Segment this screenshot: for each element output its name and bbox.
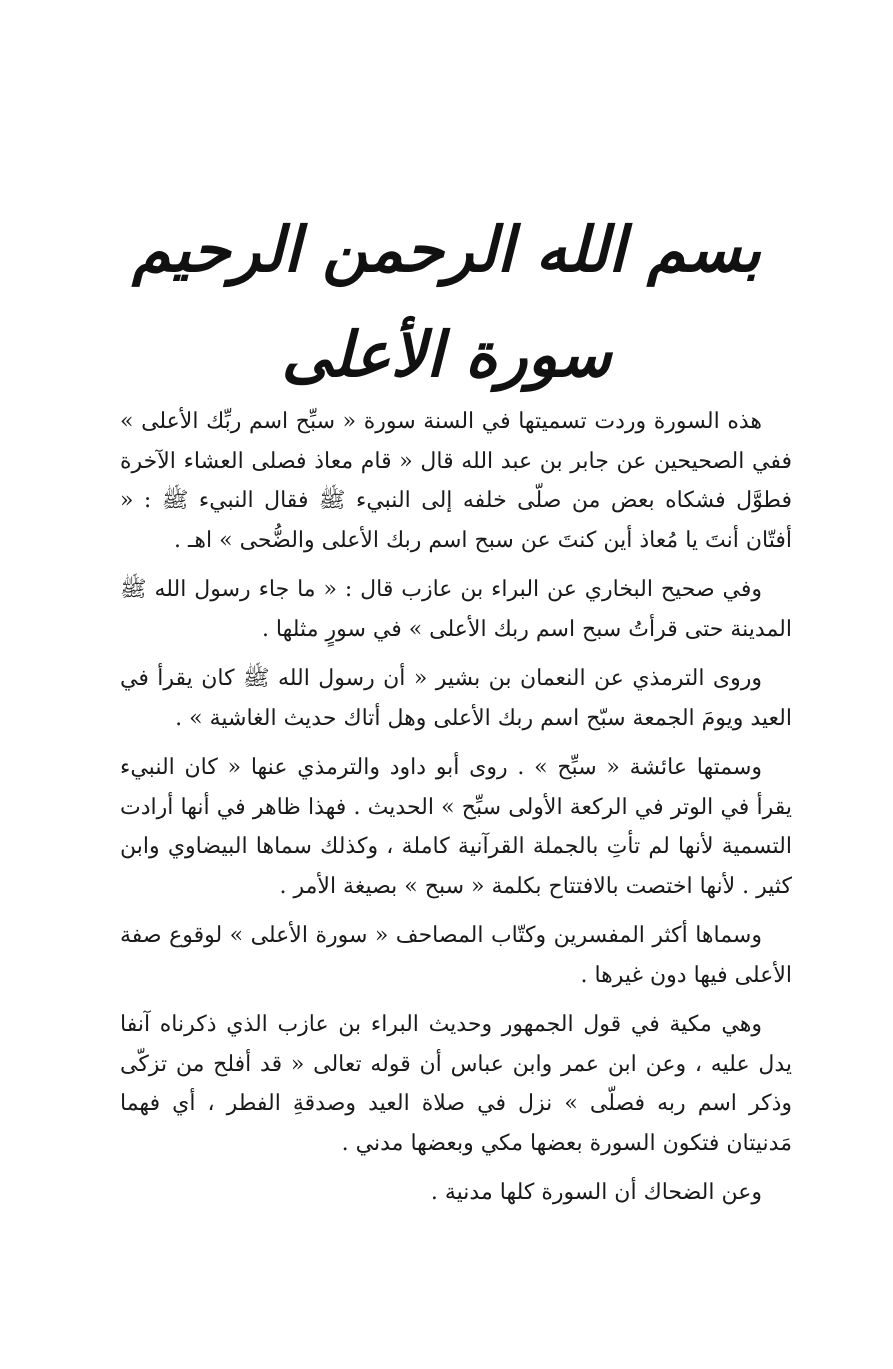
paragraph-dahhak: وعن الضحاك أن السورة كلها مدنية .: [430, 1180, 762, 1205]
paragraph-makkiyya: وهي مكية في قول الجمهور وحديث البراء بن عازب الذي ذكرناه آنفا يدل عليه ، وعن ابن عمر وابن عباس أن قوله تعالى « قد أفلح من تزكّى وذكر اسم ربه فصلّى » نزل في صلاة العيد وصدقةِ الفطر ، أي فهما مَدنيتان فتكون السورة بعضها مكي وبعضها مدني .: [120, 1012, 792, 1156]
paragraph-naming: هذه السورة وردت تسميتها في السنة سورة « سبِّح اسم ربِّك الأعلى » ففي الصحيحين عن جابر بن عبد الله قال « قام معاذ فصلى العشاء الآخرة فطوَّل فشكاه بعض من صلّى خلفه إلى النبيء ﷺ فقال النبيء ﷺ : « أفتّان أنتَ يا مُعاذ أين كنتَ عن سبح اسم ربك الأعلى والضُّحى » اهـ .: [120, 409, 792, 553]
paragraph-aisha: وسمتها عائشة « سبِّح » . روى أبو داود والترمذي عنها « كان النبيء يقرأ في الوتر في الركعة الأولى سبِّح » الحديث . فهذا ظاهر في أنها أرادت التسمية لأنها لم تأتِ بالجملة القرآنية كاملة ، وكذلك سماها البيضاوي وابن كثير . لأنها اختصت بالافتتاح بكلمة « سبح » بصيغة الأمر .: [120, 755, 792, 899]
paragraph-bukhari: وفي صحيح البخاري عن البراء بن عازب قال : « ما جاء رسول الله ﷺ المدينة حتى قرأتُ سبح اسم ربك الأعلى » في سورٍ مثلها .: [120, 577, 792, 642]
basmala-heading: بسم الله الرحمن الرحيم: [132, 213, 761, 286]
paragraph-tirmidhi: وروى الترمذي عن النعمان بن بشير « أن رسول الله ﷺ كان يقرأ في العيد ويومَ الجمعة سبّح اسم ربك الأعلى وهل أتاك حديث الغاشية » .: [120, 666, 792, 731]
paragraph-mufassirin: وسماها أكثر المفسرين وكتّاب المصاحف « سورة الأعلى » لوقوع صفة الأعلى فيها دون غيرها .: [120, 923, 792, 988]
surah-title: سورة الأعلى: [281, 318, 612, 391]
body-text: [120, 402, 792, 1223]
